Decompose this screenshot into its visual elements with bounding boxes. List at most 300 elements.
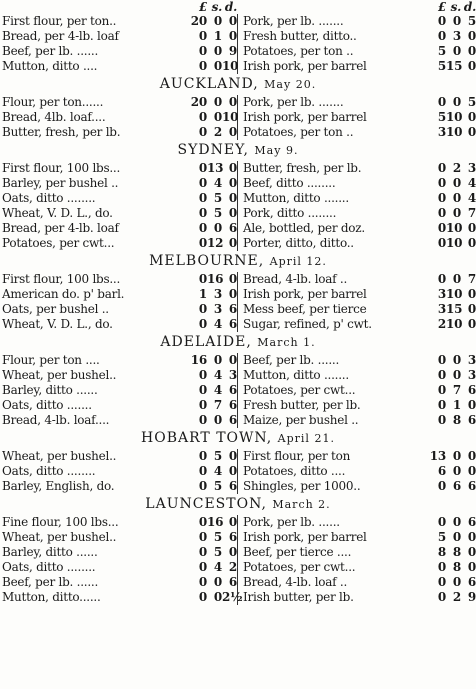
price-pounds: 13 bbox=[429, 449, 446, 463]
price-shillings: 10 bbox=[446, 236, 463, 250]
price-row bbox=[0, 575, 476, 590]
price-pence: 0 bbox=[467, 44, 476, 58]
item-name: Irish butter, per lb. bbox=[243, 590, 354, 604]
left-column-entry bbox=[0, 449, 238, 464]
item-name: Pork, per lb. ....... bbox=[243, 14, 344, 28]
price-row bbox=[0, 368, 476, 383]
price-pence: 7 bbox=[467, 272, 476, 286]
price-pounds: 16 bbox=[190, 353, 207, 367]
right-column-entry bbox=[238, 176, 476, 191]
price-shillings: 0 bbox=[213, 353, 222, 367]
item-name: Oats, ditto ........ bbox=[2, 191, 96, 205]
item-name: Oats, ditto ........ bbox=[2, 464, 96, 478]
price-pounds: 0 bbox=[198, 317, 207, 331]
left-column-entry bbox=[0, 236, 238, 251]
price-shillings: 13 bbox=[207, 161, 224, 175]
item-name: Sugar, refined, p' cwt. bbox=[243, 317, 372, 331]
price-pence: 0 bbox=[228, 125, 237, 139]
report-date: April 21. bbox=[277, 432, 335, 445]
item-name: Fine flour, 100 lbs... bbox=[2, 515, 119, 529]
item-name: Wheat, V. D. L., do. bbox=[2, 317, 113, 331]
price-pence: 6 bbox=[467, 413, 476, 427]
price-pounds: 0 bbox=[198, 545, 207, 559]
price-pence: 9 bbox=[228, 44, 237, 58]
price-shillings: 0 bbox=[452, 95, 461, 109]
price-pounds: 0 bbox=[198, 161, 207, 175]
item-name: Beef, per lb. ...... bbox=[2, 44, 99, 58]
right-column-entry bbox=[238, 206, 476, 221]
item-name: Potatoes, ditto .... bbox=[243, 464, 346, 478]
price-shillings: 0 bbox=[213, 575, 222, 589]
price-shillings: 12 bbox=[207, 236, 224, 250]
left-column-entry bbox=[0, 464, 238, 479]
left-column-entry bbox=[0, 110, 238, 125]
price-pounds: 0 bbox=[437, 191, 446, 205]
price-pence: 0 bbox=[467, 530, 476, 544]
item-name: Wheat, per bushel.. bbox=[2, 530, 117, 544]
section-heading bbox=[0, 74, 476, 95]
price-shillings: 3 bbox=[213, 287, 222, 301]
units-header bbox=[0, 0, 476, 14]
section-heading bbox=[0, 494, 476, 515]
price-shillings: 0 bbox=[452, 353, 461, 367]
price-row bbox=[0, 14, 476, 29]
right-column-entry bbox=[238, 383, 476, 398]
price-shillings: 16 bbox=[207, 272, 224, 286]
price-pounds: 0 bbox=[437, 221, 446, 235]
price-pence: 0 bbox=[228, 191, 237, 205]
right-column-entry bbox=[238, 353, 476, 368]
price-shillings: 5 bbox=[213, 191, 222, 205]
price-pounds: 0 bbox=[198, 176, 207, 190]
price-row bbox=[0, 449, 476, 464]
price-pounds: 0 bbox=[437, 95, 446, 109]
price-shillings: 5 bbox=[213, 530, 222, 544]
price-pence: 4 bbox=[467, 191, 476, 205]
price-pence: 3 bbox=[228, 368, 237, 382]
item-name: Wheat, per bushel.. bbox=[2, 368, 117, 382]
city-name: HOBART TOWN, bbox=[141, 430, 273, 446]
price-pence: 3 bbox=[467, 368, 476, 382]
price-pounds: 0 bbox=[437, 479, 446, 493]
unnamed-section bbox=[0, 14, 476, 74]
price-pence: 6 bbox=[228, 221, 237, 235]
item-name: Fresh butter, ditto.. bbox=[243, 29, 357, 43]
item-name: Bread, 4-lb. loaf .. bbox=[243, 575, 348, 589]
price-shillings: 4 bbox=[213, 464, 222, 478]
price-pence: 6 bbox=[228, 398, 237, 412]
price-shillings: 0 bbox=[213, 413, 222, 427]
right-column-entry bbox=[238, 560, 476, 575]
section-heading bbox=[0, 332, 476, 353]
price-shillings: 3 bbox=[452, 29, 461, 43]
price-pence: 6 bbox=[228, 302, 237, 316]
left-column-entry bbox=[0, 95, 238, 110]
price-pence: 6 bbox=[467, 479, 476, 493]
price-shillings: 0 bbox=[452, 176, 461, 190]
price-pence: 2 bbox=[228, 560, 237, 574]
price-pence: 6 bbox=[467, 515, 476, 529]
price-shillings: 7 bbox=[213, 398, 222, 412]
price-pence: 0 bbox=[228, 272, 237, 286]
item-name: Flour, per ton...... bbox=[2, 95, 104, 109]
right-column-entry bbox=[238, 590, 476, 605]
price-pounds: 0 bbox=[198, 236, 207, 250]
price-pence: 0 bbox=[467, 545, 476, 559]
item-name: Barley, per bushel .. bbox=[2, 176, 119, 190]
price-shillings: 8 bbox=[452, 545, 461, 559]
price-shillings: 10 bbox=[446, 221, 463, 235]
price-pounds: 0 bbox=[198, 221, 207, 235]
item-name: Bread, 4lb. loaf.... bbox=[2, 110, 106, 124]
price-pounds: 0 bbox=[437, 383, 446, 397]
unit-pence: d. bbox=[224, 0, 237, 14]
price-shillings: 0 bbox=[452, 464, 461, 478]
price-pence: 0 bbox=[228, 14, 237, 28]
right-column-entry bbox=[238, 479, 476, 494]
item-name: Porter, ditto, ditto.. bbox=[243, 236, 354, 250]
price-pence: 0 bbox=[467, 302, 476, 316]
price-pounds: 2 bbox=[437, 317, 446, 331]
price-pence: 0 bbox=[467, 449, 476, 463]
price-pounds: 0 bbox=[198, 110, 207, 124]
item-name: Oats, ditto ........ bbox=[2, 560, 96, 574]
price-row bbox=[0, 383, 476, 398]
price-row bbox=[0, 479, 476, 494]
price-shillings: 0 bbox=[213, 590, 222, 604]
right-column-entry bbox=[238, 236, 476, 251]
right-column-entry bbox=[238, 125, 476, 140]
right-column-entry bbox=[238, 530, 476, 545]
price-row bbox=[0, 353, 476, 368]
price-row bbox=[0, 515, 476, 530]
right-column-entry bbox=[238, 110, 476, 125]
item-name: Beef, per tierce .... bbox=[243, 545, 352, 559]
price-row bbox=[0, 398, 476, 413]
item-name: First flour, 100 lbs... bbox=[2, 161, 121, 175]
price-pence: 0 bbox=[467, 398, 476, 412]
left-column-entry bbox=[0, 14, 238, 29]
price-pounds: 3 bbox=[437, 302, 446, 316]
price-pence: 0 bbox=[228, 206, 237, 220]
price-row bbox=[0, 590, 476, 605]
price-shillings: 4 bbox=[213, 176, 222, 190]
item-name: Oats, ditto ....... bbox=[2, 398, 92, 412]
item-name: Fresh butter, per lb. bbox=[243, 398, 361, 412]
price-pence: 0 bbox=[467, 29, 476, 43]
price-pence: 0 bbox=[467, 125, 476, 139]
price-pounds: 0 bbox=[198, 272, 207, 286]
left-column-entry bbox=[0, 530, 238, 545]
price-pounds: 0 bbox=[198, 560, 207, 574]
price-pence: 0 bbox=[228, 95, 237, 109]
right-column-entry bbox=[238, 29, 476, 44]
left-column-entry bbox=[0, 515, 238, 530]
section-heading bbox=[0, 428, 476, 449]
price-pence: 5 bbox=[467, 95, 476, 109]
right-column-entry bbox=[238, 287, 476, 302]
price-pounds: 0 bbox=[437, 14, 446, 28]
price-row bbox=[0, 110, 476, 125]
right-column-entry bbox=[238, 317, 476, 332]
left-column-entry bbox=[0, 29, 238, 44]
price-pounds: 0 bbox=[198, 368, 207, 382]
price-pounds: 0 bbox=[437, 161, 446, 175]
price-tables bbox=[0, 14, 476, 605]
price-shillings: 2 bbox=[452, 590, 461, 604]
left-column-entry bbox=[0, 413, 238, 428]
price-pounds: 0 bbox=[198, 449, 207, 463]
price-pounds: 0 bbox=[198, 515, 207, 529]
left-column-entry bbox=[0, 575, 238, 590]
left-column-entry bbox=[0, 479, 238, 494]
price-pence: 0 bbox=[228, 176, 237, 190]
item-name: First flour, per ton bbox=[243, 449, 351, 463]
price-shillings: 1 bbox=[452, 398, 461, 412]
price-row bbox=[0, 59, 476, 74]
right-column-entry bbox=[238, 44, 476, 59]
price-row bbox=[0, 413, 476, 428]
right-column-entry bbox=[238, 575, 476, 590]
left-column-entry bbox=[0, 221, 238, 236]
left-column-entry bbox=[0, 44, 238, 59]
price-pounds: 8 bbox=[437, 545, 446, 559]
right-column-entry bbox=[238, 368, 476, 383]
price-pounds: 0 bbox=[198, 125, 207, 139]
item-name: Potatoes, per cwt... bbox=[2, 236, 115, 250]
price-pence: 0 bbox=[467, 59, 476, 73]
left-column-entry bbox=[0, 59, 238, 74]
price-pounds: 5 bbox=[437, 110, 446, 124]
price-pence: 5 bbox=[467, 14, 476, 28]
price-pence: 0 bbox=[228, 353, 237, 367]
price-pence: 0 bbox=[228, 161, 237, 175]
price-row bbox=[0, 44, 476, 59]
left-column-entry bbox=[0, 398, 238, 413]
price-pence: 4 bbox=[467, 176, 476, 190]
price-pence: 0 bbox=[467, 464, 476, 478]
price-pence: 0 bbox=[467, 221, 476, 235]
price-shillings: 0 bbox=[452, 515, 461, 529]
price-pence: 6 bbox=[467, 575, 476, 589]
left-column-entry bbox=[0, 368, 238, 383]
price-pence: 10 bbox=[222, 110, 239, 124]
item-name: First flour, per ton.. bbox=[2, 14, 117, 28]
city-name: ADELAIDE, bbox=[160, 334, 252, 350]
price-shillings: 4 bbox=[213, 368, 222, 382]
item-name: Potatoes, per ton .. bbox=[243, 125, 354, 139]
price-pounds: 3 bbox=[437, 287, 446, 301]
report-date: April 12. bbox=[269, 255, 327, 268]
price-pounds: 0 bbox=[437, 413, 446, 427]
price-pounds: 0 bbox=[198, 398, 207, 412]
market-section bbox=[0, 251, 476, 332]
price-shillings: 15 bbox=[446, 302, 463, 316]
price-pounds: 20 bbox=[190, 14, 207, 28]
unit-shilling: s. bbox=[450, 0, 461, 14]
left-column-entry bbox=[0, 161, 238, 176]
price-shillings: 2 bbox=[213, 125, 222, 139]
market-section bbox=[0, 494, 476, 605]
price-pence: 6 bbox=[228, 413, 237, 427]
item-name: Beef, per lb. ...... bbox=[2, 575, 99, 589]
item-name: Wheat, per bushel.. bbox=[2, 449, 117, 463]
item-name: Mutton, ditto .... bbox=[2, 59, 98, 73]
price-pence: 3 bbox=[467, 353, 476, 367]
right-column-entry bbox=[238, 221, 476, 236]
item-name: Irish pork, per barrel bbox=[243, 530, 367, 544]
price-shillings: 15 bbox=[446, 59, 463, 73]
item-name: Pork, per lb. ....... bbox=[243, 95, 344, 109]
price-shillings: 10 bbox=[446, 317, 463, 331]
price-pounds: 0 bbox=[437, 353, 446, 367]
city-name: SYDNEY, bbox=[177, 142, 249, 158]
right-column-entry bbox=[238, 413, 476, 428]
price-shillings: 0 bbox=[213, 59, 222, 73]
price-shillings: 2 bbox=[452, 161, 461, 175]
item-name: First flour, 100 lbs... bbox=[2, 272, 121, 286]
price-shillings: 0 bbox=[213, 44, 222, 58]
item-name: Bread, per 4-lb. loaf bbox=[2, 221, 119, 235]
price-pounds: 0 bbox=[198, 590, 207, 604]
left-column-entry bbox=[0, 302, 238, 317]
price-shillings: 6 bbox=[452, 479, 461, 493]
price-shillings: 0 bbox=[452, 191, 461, 205]
price-pence: 2½ bbox=[222, 590, 243, 604]
city-name: AUCKLAND, bbox=[159, 76, 259, 92]
price-shillings: 0 bbox=[452, 272, 461, 286]
left-column-entry bbox=[0, 272, 238, 287]
price-shillings: 1 bbox=[213, 29, 222, 43]
price-pounds: 0 bbox=[198, 44, 207, 58]
price-pence: 0 bbox=[467, 560, 476, 574]
item-name: Bread, 4-lb. loaf .. bbox=[243, 272, 348, 286]
left-column-entry bbox=[0, 353, 238, 368]
price-shillings: 0 bbox=[452, 449, 461, 463]
left-column-entry bbox=[0, 125, 238, 140]
city-name: MELBOURNE, bbox=[149, 253, 265, 269]
price-shillings: 4 bbox=[213, 383, 222, 397]
unit-pound: £ bbox=[198, 0, 207, 14]
report-date: March 2. bbox=[272, 498, 331, 511]
price-pence: 0 bbox=[467, 110, 476, 124]
item-name: Barley, ditto ...... bbox=[2, 383, 98, 397]
price-pounds: 0 bbox=[437, 590, 446, 604]
right-column-entry bbox=[238, 59, 476, 74]
report-date: May 20. bbox=[264, 78, 317, 91]
city-name: LAUNCESTON, bbox=[145, 496, 267, 512]
price-row bbox=[0, 464, 476, 479]
report-date: May 9. bbox=[254, 144, 299, 157]
price-pence: 0 bbox=[228, 449, 237, 463]
item-name: Irish pork, per barrel bbox=[243, 110, 367, 124]
right-column-entry bbox=[238, 545, 476, 560]
market-section bbox=[0, 428, 476, 494]
price-shillings: 0 bbox=[452, 575, 461, 589]
price-pounds: 20 bbox=[190, 95, 207, 109]
item-name: Flour, per ton .... bbox=[2, 353, 100, 367]
section-heading bbox=[0, 140, 476, 161]
market-section bbox=[0, 332, 476, 428]
price-row bbox=[0, 176, 476, 191]
price-pence: 0 bbox=[467, 317, 476, 331]
price-shillings: 3 bbox=[213, 302, 222, 316]
price-pence: 3 bbox=[467, 161, 476, 175]
price-shillings: 0 bbox=[213, 110, 222, 124]
market-section bbox=[0, 140, 476, 251]
price-shillings: 0 bbox=[213, 14, 222, 28]
price-pounds: 0 bbox=[198, 575, 207, 589]
price-row bbox=[0, 530, 476, 545]
unit-shilling: s. bbox=[211, 0, 222, 14]
left-column-entry bbox=[0, 560, 238, 575]
item-name: Wheat, V. D. L., do. bbox=[2, 206, 113, 220]
price-pounds: 0 bbox=[198, 59, 207, 73]
price-pounds: 0 bbox=[198, 464, 207, 478]
price-row bbox=[0, 221, 476, 236]
price-shillings: 8 bbox=[452, 413, 461, 427]
left-column-entry bbox=[0, 206, 238, 221]
item-name: Ale, bottled, per doz. bbox=[243, 221, 365, 235]
price-shillings: 0 bbox=[452, 530, 461, 544]
price-pence: 10 bbox=[222, 59, 239, 73]
item-name: Mutton, ditto ....... bbox=[243, 191, 349, 205]
price-shillings: 10 bbox=[446, 110, 463, 124]
price-pounds: 0 bbox=[437, 206, 446, 220]
price-shillings: 8 bbox=[452, 560, 461, 574]
price-shillings: 16 bbox=[207, 515, 224, 529]
report-date: March 1. bbox=[257, 336, 316, 349]
price-row bbox=[0, 560, 476, 575]
price-pounds: 5 bbox=[437, 44, 446, 58]
price-pounds: 0 bbox=[198, 191, 207, 205]
price-row bbox=[0, 272, 476, 287]
price-shillings: 10 bbox=[446, 287, 463, 301]
price-pence: 6 bbox=[228, 383, 237, 397]
price-shillings: 0 bbox=[452, 368, 461, 382]
market-section bbox=[0, 74, 476, 140]
price-shillings: 0 bbox=[213, 95, 222, 109]
price-row bbox=[0, 29, 476, 44]
price-pounds: 5 bbox=[437, 530, 446, 544]
price-row bbox=[0, 95, 476, 110]
price-shillings: 0 bbox=[452, 44, 461, 58]
price-pounds: 0 bbox=[437, 176, 446, 190]
price-pounds: 0 bbox=[437, 236, 446, 250]
price-shillings: 0 bbox=[213, 221, 222, 235]
unit-pence: d. bbox=[463, 0, 476, 14]
right-column-entry bbox=[238, 95, 476, 110]
right-column-entry bbox=[238, 161, 476, 176]
price-pence: 0 bbox=[228, 29, 237, 43]
price-row bbox=[0, 236, 476, 251]
right-column-entry bbox=[238, 449, 476, 464]
price-pounds: 0 bbox=[198, 206, 207, 220]
price-row bbox=[0, 191, 476, 206]
item-name: Irish pork, per barrel bbox=[243, 59, 367, 73]
price-pence: 0 bbox=[228, 545, 237, 559]
price-pounds: 0 bbox=[198, 413, 207, 427]
price-pence: 6 bbox=[228, 317, 237, 331]
price-pounds: 0 bbox=[198, 479, 207, 493]
price-pence: 6 bbox=[228, 575, 237, 589]
price-pence: 0 bbox=[228, 464, 237, 478]
price-shillings: 0 bbox=[452, 206, 461, 220]
item-name: Butter, fresh, per lb. bbox=[243, 161, 362, 175]
item-name: Barley, English, do. bbox=[2, 479, 115, 493]
item-name: Potatoes, per cwt... bbox=[243, 560, 356, 574]
right-column-entry bbox=[238, 191, 476, 206]
